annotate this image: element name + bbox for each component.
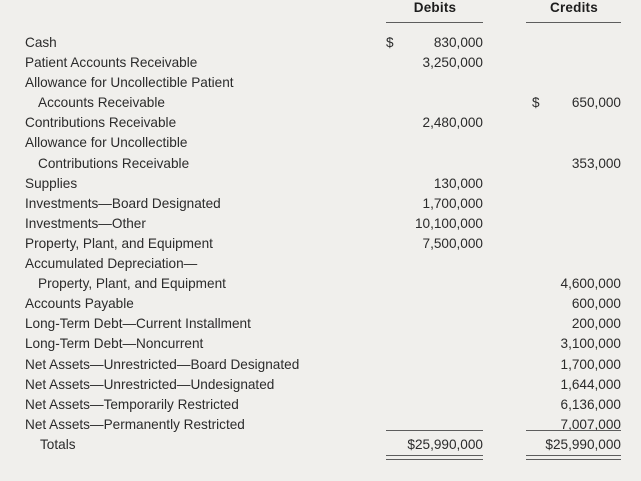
table-row	[0, 355, 641, 375]
debit-amount	[386, 234, 483, 254]
debit-amount	[386, 174, 483, 194]
row-label: Property, Plant, and Equipment	[25, 235, 213, 251]
row-label: Long-Term Debt—Noncurrent	[25, 336, 204, 352]
debit-amount	[386, 214, 483, 234]
row-label: Net Assets—Permanently Restricted	[25, 416, 245, 432]
totals-credit-amount: $25,990,000	[545, 436, 621, 452]
totals-row	[0, 435, 641, 461]
currency-symbol: $	[532, 95, 540, 111]
row-label: Contributions Receivable	[25, 115, 177, 131]
row-label: Accounts Receivable	[38, 95, 165, 111]
table-row	[0, 113, 641, 133]
credit-amount	[526, 93, 621, 113]
table-row	[0, 174, 641, 194]
debit-value: 3,250,000	[422, 55, 483, 71]
table-row	[0, 254, 641, 274]
debit-value: 10,100,000	[414, 215, 483, 231]
table-row	[0, 194, 641, 214]
credit-value: 650,000	[571, 95, 621, 111]
table-row	[0, 274, 641, 294]
debit-amount	[386, 53, 483, 73]
credit-amount	[526, 274, 621, 294]
row-label: Allowance for Uncollectible	[25, 135, 188, 151]
row-label: Property, Plant, and Equipment	[38, 276, 226, 292]
totals-double-rule-credits	[526, 455, 621, 460]
debit-value: 130,000	[433, 175, 483, 191]
credit-value: 4,600,000	[560, 276, 621, 292]
table-row	[0, 53, 641, 73]
row-label: Accounts Payable	[25, 296, 134, 312]
debit-value: 1,700,000	[422, 195, 483, 211]
credit-amount	[526, 355, 621, 375]
debit-value: 2,480,000	[422, 115, 483, 131]
column-header-credits: Credits	[550, 0, 598, 15]
row-label: Net Assets—Unrestricted—Board Designated	[25, 356, 300, 372]
debit-amount	[386, 33, 483, 53]
table-row	[0, 73, 641, 93]
table-row	[0, 375, 641, 395]
credit-value: 7,007,000	[560, 416, 621, 432]
row-label: Supplies	[25, 175, 78, 191]
credit-amount	[526, 154, 621, 174]
table-row	[0, 395, 641, 415]
totals-rule-above-debits	[386, 430, 483, 431]
credit-value: 6,136,000	[560, 396, 621, 412]
row-label: Cash	[25, 35, 57, 50]
credit-value: 600,000	[571, 296, 621, 312]
table-row	[0, 234, 641, 254]
credit-amount	[526, 395, 621, 415]
credit-value: 3,100,000	[560, 336, 621, 352]
table-body	[0, 33, 641, 461]
table-row	[0, 294, 641, 314]
credit-value: 200,000	[571, 316, 621, 332]
table-row	[0, 154, 641, 174]
row-label: Net Assets—Unrestricted—Undesignated	[25, 376, 275, 392]
credit-amount	[526, 415, 621, 435]
credit-amount	[526, 314, 621, 334]
row-label: Allowance for Uncollectible Patient	[25, 75, 234, 91]
row-label: Long-Term Debt—Current Installment	[25, 316, 251, 332]
row-label: Investments—Board Designated	[25, 195, 221, 211]
credit-amount	[526, 334, 621, 354]
column-header-debits: Debits	[413, 0, 457, 15]
table-row	[0, 133, 641, 153]
row-label: Contributions Receivable	[38, 155, 190, 171]
debit-amount	[386, 113, 483, 133]
table-header-row	[0, 0, 641, 26]
credit-value: 353,000	[571, 155, 621, 171]
debit-value: 830,000	[433, 35, 483, 50]
currency-symbol: $	[386, 35, 394, 50]
totals-label: Totals	[40, 436, 76, 452]
table-row	[0, 93, 641, 113]
credit-amount	[526, 294, 621, 314]
credit-amount	[526, 375, 621, 395]
table-row	[0, 334, 641, 354]
row-label: Investments—Other	[25, 215, 146, 231]
table-row	[0, 214, 641, 234]
totals-rule-above-credits	[526, 430, 621, 431]
debit-value: 7,500,000	[422, 235, 483, 251]
row-label: Patient Accounts Receivable	[25, 55, 198, 71]
table-row	[0, 415, 641, 435]
credit-value: 1,644,000	[560, 376, 621, 392]
totals-double-rule-debits	[386, 455, 483, 460]
row-label: Accumulated Depreciation—	[25, 256, 198, 272]
debit-amount	[386, 194, 483, 214]
column-header-rule-debits	[386, 22, 483, 23]
table-row	[0, 314, 641, 334]
table-row	[0, 33, 641, 53]
credit-value: 1,700,000	[560, 356, 621, 372]
column-header-rule-credits	[526, 22, 621, 23]
row-label: Net Assets—Temporarily Restricted	[25, 396, 239, 412]
totals-debit-amount: $25,990,000	[407, 436, 483, 452]
